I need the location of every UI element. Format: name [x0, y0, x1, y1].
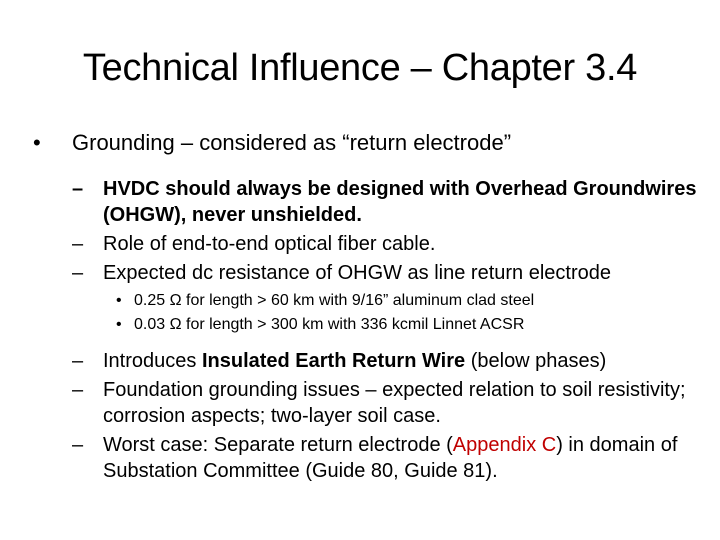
worst-case-prefix: Worst case: Separate return electrode (	[103, 434, 453, 456]
sub-bullet-fiber-text: Role of end-to-end optical fiber cable.	[103, 233, 436, 255]
earth-return-suffix: (below phases)	[465, 350, 607, 372]
resistance-item	[0, 313, 720, 337]
bullet-marker: •	[33, 130, 41, 155]
dash-marker: –	[72, 434, 84, 456]
earth-return-prefix: Introduces	[103, 350, 202, 372]
slide-body	[0, 128, 720, 484]
sub-bullet-fiber	[0, 231, 720, 257]
bullet-marker: •	[116, 292, 122, 309]
resistance-item-text: 0.03 Ω for length > 300 km with 336 kcmil Linnet ACSR	[134, 316, 525, 333]
dash-marker: –	[72, 379, 84, 401]
sub-bullet-worst-case	[0, 432, 720, 484]
dash-marker: –	[72, 262, 84, 284]
worst-case-suffix: ) in domain of Substation Committee (Guide 80, Guide 81).	[103, 434, 678, 482]
sub-bullet-earth-return	[0, 348, 720, 374]
sub-bullet-resistance-text: Expected dc resistance of OHGW as line return electrode	[103, 262, 612, 284]
earth-return-bold: Insulated Earth Return Wire	[201, 350, 466, 372]
sub-bullet-resistance	[0, 260, 720, 286]
appendix-c-link[interactable]: Appendix C	[452, 434, 557, 456]
bullet-grounding	[0, 128, 720, 158]
dash-marker: –	[72, 233, 84, 255]
resistance-item	[0, 289, 720, 313]
sub-bullet-foundation-text: Foundation grounding issues – expected relation to soil resistivity; corrosion aspects; two-layer soil case.	[103, 379, 686, 427]
bullet-marker: •	[116, 316, 122, 333]
dash-marker: –	[72, 178, 84, 200]
resistance-item-text: 0.25 Ω for length > 60 km with 9/16” aluminum clad steel	[134, 292, 535, 309]
sub-bullet-ohgw-text: HVDC should always be designed with Overhead Groundwires (OHGW), never unshielded.	[103, 178, 697, 226]
dash-marker: –	[72, 350, 84, 372]
sub-bullet-foundation	[0, 377, 720, 429]
slide-title: Technical Influence – Chapter 3.4	[82, 47, 638, 89]
sub-bullet-ohgw	[0, 176, 720, 228]
bullet-grounding-text: Grounding – considered as “return electrode”	[72, 130, 512, 155]
